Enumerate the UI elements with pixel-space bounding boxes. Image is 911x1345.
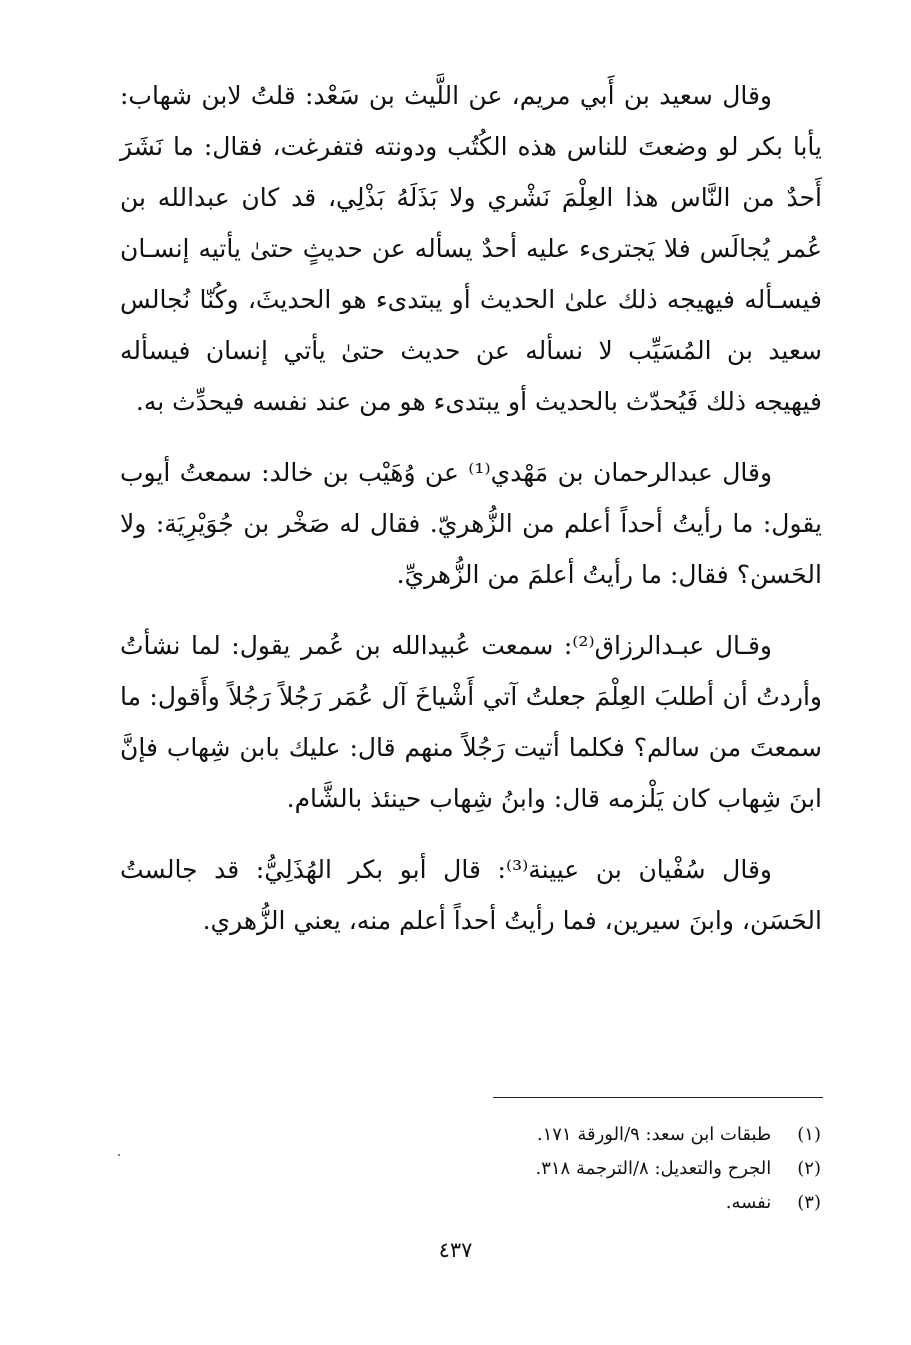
paragraph-3: وقـال عبـدالرزاق⁽²⁾: سمعت عُبيدالله بن عُمر يقول: لما نشأتُ وأردتُ أن أطلبَ العِلْمَ جعلتُ آتي أَشْياخَ آل عُمَر رَجُلاً رَجُلاً وأَقول: ما سمعتَ من سالم؟ فكلما أتيت رَجُلاً منهم قال: عليك بابن شِهاب فإنَّ ابنَ شِهاب كان يَلْزمه قال: وابنُ شِهاب حينئذ بالشَّام. — [120, 631, 822, 813]
paragraph-4: وقال سُفْيان بن عيينة⁽³⁾: قال أبو بكر الهُذَلِيُّ: قد جالستُ الحَسَن، وابنَ سيرين، فما رأيتُ أحداً أعلم منه، يعني الزُّهري. — [120, 855, 822, 935]
footnotes — [321, 1118, 821, 1220]
footnote-text: طبقات ابن سعد: ٩/الورقة ١٧١. — [536, 1124, 772, 1145]
paragraph-1: وقال سعيد بن أَبي مريم، عن اللَّيث بن سَعْد: قلتُ لابن شهاب: يأبا بكر لو وضعتَ للناس هذه الكُتُب ودونته فتفرغت، فقال: ما نَشَرَ أَحدٌ من النَّاس هذا العِلْمَ نَشْري ولا بَذَلَهُ بَذْلِي، قد كان عبدالله بن عُمر يُجالَس فلا يَجترىء عليه أحدٌ يسأله عن حديثٍ حتىٰ يأتيه إنسـان فيسـأله فيهيجه ذلك علىٰ الحديث أو يبتدىء هو الحديثَ، وكُنّا نُجالس سعيد بن المُسَيِّب لا نسأله عن حديث حتىٰ يأتي إنسان فيسأله فيهيجه ذلك فَيُحدّث بالحديث أو يبتدىء هو من عند نفسه فيحدِّث به. — [120, 81, 822, 416]
footnote-text: الجرح والتعديل: ٨/الترجمة ٣١٨. — [535, 1158, 772, 1179]
footnote-number: (٢) — [797, 1158, 821, 1179]
footnote-number: (٣) — [797, 1192, 821, 1213]
footnote-3 — [321, 1186, 821, 1220]
footnote-text: نفسه. — [725, 1192, 772, 1213]
footnote-1 — [321, 1118, 821, 1152]
footnote-number: (١) — [797, 1124, 821, 1145]
footnote-2 — [321, 1152, 821, 1186]
page-number: ٤٣٧ — [438, 1238, 473, 1262]
main-text — [120, 70, 822, 946]
footnote-divider — [493, 1097, 823, 1098]
paragraph-2: وقال عبدالرحمان بن مَهْدي⁽¹⁾ عن وُهَيْب بن خالد: سمعتُ أيوب يقول: ما رأيتُ أحداً أعلم من الزُّهريّ. فقال له صَخْر بن جُوَيْرِيَة: ولا الحَسن؟ فقال: ما رأيتُ أعلمَ من الزُّهريِّ. — [120, 458, 822, 589]
scan-speck — [118, 1154, 120, 1156]
